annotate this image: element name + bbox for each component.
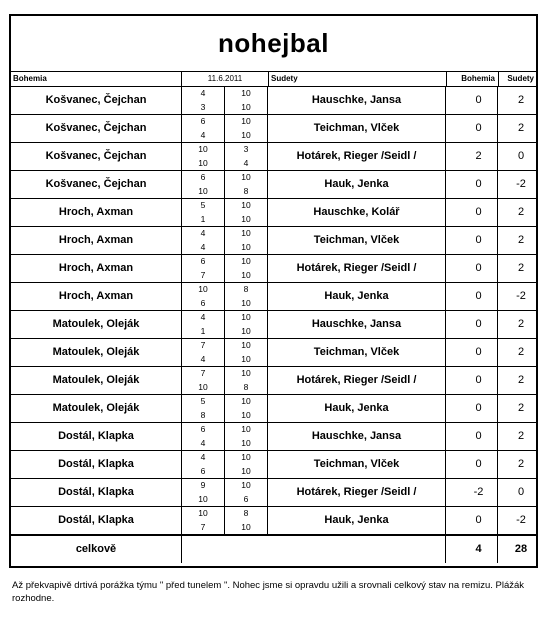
set-score: 6 [200, 297, 206, 308]
set-score: 8 [243, 185, 249, 196]
set-score: 7 [200, 521, 206, 532]
points-sudety: 0 [517, 150, 525, 162]
away-pair: Teichman, Vlček [268, 227, 446, 254]
set-score: 10 [198, 284, 208, 294]
home-pair: Košvanec, Čejchan [11, 143, 182, 170]
set-score: 10 [241, 200, 251, 210]
set-scores-s1 [182, 395, 225, 422]
home-pair: Dostál, Klapka [11, 423, 182, 450]
set-score: 10 [241, 101, 251, 112]
set-score: 10 [198, 157, 208, 168]
match-row [11, 339, 536, 367]
set-scores-s1 [182, 367, 225, 394]
set-score: 6 [200, 465, 206, 476]
set-score: 10 [241, 396, 251, 406]
set-scores-s2 [225, 479, 268, 506]
match-row [11, 283, 536, 311]
set-scores-s1 [182, 171, 225, 198]
match-row [11, 87, 536, 115]
set-scores-s2 [225, 395, 268, 422]
home-pair: Dostál, Klapka [11, 451, 182, 478]
match-row [11, 227, 536, 255]
set-score: 10 [241, 325, 251, 336]
match-row [11, 255, 536, 283]
set-score: 4 [200, 353, 206, 364]
points-bohemia: 0 [446, 227, 498, 254]
home-pair: Košvanec, Čejchan [11, 87, 182, 114]
match-row [11, 367, 536, 395]
set-score: 10 [198, 185, 208, 196]
header-points-away: Sudety [507, 74, 534, 83]
home-pair: Matoulek, Oleják [11, 367, 182, 394]
set-score: 4 [200, 437, 206, 448]
home-pair: Matoulek, Oleják [11, 311, 182, 338]
set-score: 1 [200, 213, 206, 224]
match-row [11, 451, 536, 479]
away-pair: Hotárek, Rieger /Seidl / [268, 479, 446, 506]
match-row [11, 507, 536, 535]
match-row [11, 423, 536, 451]
away-pair: Hauschke, Jansa [268, 423, 446, 450]
set-score: 6 [200, 116, 206, 126]
set-scores-s1 [182, 311, 225, 338]
points-bohemia: -2 [446, 479, 498, 506]
set-score: 4 [200, 452, 206, 462]
set-scores-s2 [225, 367, 268, 394]
total-bohemia: 4 [446, 536, 498, 563]
set-scores-s1 [182, 255, 225, 282]
set-scores-s2 [225, 451, 268, 478]
set-score: 7 [200, 368, 206, 378]
points-sudety: -2 [516, 178, 526, 190]
set-score: 3 [200, 101, 206, 112]
set-score: 6 [243, 493, 249, 504]
away-pair: Hauk, Jenka [268, 395, 446, 422]
points-bohemia: 0 [446, 339, 498, 366]
total-spacer [182, 536, 446, 563]
home-pair: Hroch, Axman [11, 227, 182, 254]
set-scores-s1 [182, 87, 225, 114]
set-score: 5 [200, 396, 206, 406]
match-row [11, 115, 536, 143]
set-score: 10 [241, 409, 251, 420]
set-score: 4 [200, 312, 206, 322]
points-sudety: 2 [517, 374, 525, 386]
set-scores-s2 [225, 199, 268, 226]
set-score: 10 [198, 381, 208, 392]
points-bohemia: 0 [446, 283, 498, 310]
home-pair: Matoulek, Oleják [11, 339, 182, 366]
away-pair: Hauschke, Jansa [268, 87, 446, 114]
home-pair: Košvanec, Čejchan [11, 115, 182, 142]
footnote: Až překvapivě drtivá porážka týmu " před tunelem ". Nohec jsme si opravdu užili a srovnali celkový stav na remizu. Plážák rozhodne. [12, 580, 525, 604]
set-scores-s2 [225, 115, 268, 142]
set-score: 10 [241, 340, 251, 350]
total-row [11, 535, 536, 563]
set-score: 10 [241, 116, 251, 126]
points-sudety: 2 [517, 94, 525, 106]
total-sudety: 28 [514, 543, 528, 555]
points-bohemia: 0 [446, 395, 498, 422]
header-points-home: Bohemia [447, 72, 499, 86]
points-bohemia: 0 [446, 423, 498, 450]
points-bohemia: 0 [446, 451, 498, 478]
away-pair: Hotárek, Rieger /Seidl / [268, 143, 446, 170]
away-pair: Teichman, Vlček [268, 115, 446, 142]
match-row [11, 311, 536, 339]
points-sudety: 2 [517, 122, 525, 134]
points-sudety: -2 [516, 514, 526, 526]
points-sudety: 2 [517, 262, 525, 274]
away-pair: Teichman, Vlček [268, 451, 446, 478]
away-pair: Hotárek, Rieger /Seidl / [268, 367, 446, 394]
points-sudety: 2 [517, 402, 525, 414]
set-scores-s1 [182, 199, 225, 226]
set-scores-s1 [182, 143, 225, 170]
set-scores-s1 [182, 115, 225, 142]
away-pair: Hauschke, Jansa [268, 311, 446, 338]
points-sudety: -2 [516, 290, 526, 302]
points-bohemia: 0 [446, 87, 498, 114]
set-score: 10 [241, 480, 251, 490]
points-sudety: 0 [517, 486, 525, 498]
points-sudety: 2 [517, 234, 525, 246]
header-team-home: Bohemia [11, 72, 182, 86]
points-bohemia: 0 [446, 507, 498, 534]
home-pair: Dostál, Klapka [11, 507, 182, 534]
set-score: 4 [200, 241, 206, 252]
set-score: 10 [241, 129, 251, 140]
points-sudety: 2 [517, 318, 525, 330]
match-row [11, 171, 536, 199]
set-scores-s2 [225, 311, 268, 338]
page-title: nohejbal [11, 16, 536, 72]
set-score: 3 [243, 144, 249, 154]
home-pair: Hroch, Axman [11, 199, 182, 226]
results-sheet [9, 14, 538, 568]
set-score: 6 [200, 172, 206, 182]
set-score: 10 [241, 256, 251, 266]
set-score: 10 [241, 424, 251, 434]
away-pair: Teichman, Vlček [268, 339, 446, 366]
set-scores-s2 [225, 339, 268, 366]
set-score: 4 [200, 129, 206, 140]
set-score: 10 [241, 368, 251, 378]
set-score: 4 [243, 157, 249, 168]
set-score: 10 [241, 241, 251, 252]
set-score: 10 [198, 508, 208, 518]
away-pair: Hauk, Jenka [268, 283, 446, 310]
home-pair: Dostál, Klapka [11, 479, 182, 506]
points-bohemia: 0 [446, 199, 498, 226]
set-score: 7 [200, 269, 206, 280]
set-score: 8 [243, 284, 249, 294]
set-score: 10 [241, 228, 251, 238]
points-bohemia: 0 [446, 367, 498, 394]
set-score: 10 [198, 493, 208, 504]
header-date: 11.6.2011 [182, 72, 269, 86]
set-score: 10 [241, 353, 251, 364]
set-score: 10 [241, 172, 251, 182]
points-sudety: 2 [517, 346, 525, 358]
match-row [11, 479, 536, 507]
match-row [11, 395, 536, 423]
match-row [11, 199, 536, 227]
total-label: celkově [11, 536, 182, 563]
set-scores-s2 [225, 87, 268, 114]
points-bohemia: 2 [446, 143, 498, 170]
points-sudety: 2 [517, 430, 525, 442]
points-bohemia: 0 [446, 115, 498, 142]
home-pair: Hroch, Axman [11, 283, 182, 310]
set-score: 7 [200, 340, 206, 350]
home-pair: Košvanec, Čejchan [11, 171, 182, 198]
set-score: 9 [200, 480, 206, 490]
set-scores-s1 [182, 451, 225, 478]
set-scores-s1 [182, 507, 225, 534]
points-bohemia: 0 [446, 311, 498, 338]
set-score: 8 [243, 381, 249, 392]
set-scores-s1 [182, 339, 225, 366]
set-scores-s2 [225, 227, 268, 254]
away-pair: Hauschke, Kolář [268, 199, 446, 226]
set-score: 10 [241, 437, 251, 448]
set-score: 10 [241, 312, 251, 322]
points-bohemia: 0 [446, 255, 498, 282]
set-score: 6 [200, 256, 206, 266]
set-scores-s1 [182, 227, 225, 254]
header-row [11, 72, 536, 87]
set-scores-s1 [182, 479, 225, 506]
set-score: 10 [241, 465, 251, 476]
points-sudety: 2 [517, 206, 525, 218]
points-sudety: 2 [517, 458, 525, 470]
set-scores-s1 [182, 423, 225, 450]
set-score: 5 [200, 200, 206, 210]
set-score: 10 [241, 452, 251, 462]
set-score: 4 [200, 88, 206, 98]
set-scores-s2 [225, 283, 268, 310]
set-score: 10 [241, 297, 251, 308]
set-score: 10 [241, 269, 251, 280]
home-pair: Hroch, Axman [11, 255, 182, 282]
away-pair: Hauk, Jenka [268, 507, 446, 534]
home-pair: Matoulek, Oleják [11, 395, 182, 422]
set-score: 10 [241, 521, 251, 532]
points-bohemia: 0 [446, 171, 498, 198]
away-pair: Hotárek, Rieger /Seidl / [268, 255, 446, 282]
match-list [11, 87, 536, 535]
set-score: 10 [241, 213, 251, 224]
set-scores-s2 [225, 255, 268, 282]
set-score: 8 [200, 409, 206, 420]
set-score: 4 [200, 228, 206, 238]
set-score: 10 [198, 144, 208, 154]
set-scores-s2 [225, 143, 268, 170]
header-team-away: Sudety [269, 72, 447, 86]
set-scores-s2 [225, 507, 268, 534]
match-row [11, 143, 536, 171]
set-score: 1 [200, 325, 206, 336]
away-pair: Hauk, Jenka [268, 171, 446, 198]
set-scores-s2 [225, 423, 268, 450]
set-scores-s1 [182, 283, 225, 310]
set-score: 6 [200, 424, 206, 434]
set-scores-s2 [225, 171, 268, 198]
set-score: 10 [241, 88, 251, 98]
set-score: 8 [243, 508, 249, 518]
